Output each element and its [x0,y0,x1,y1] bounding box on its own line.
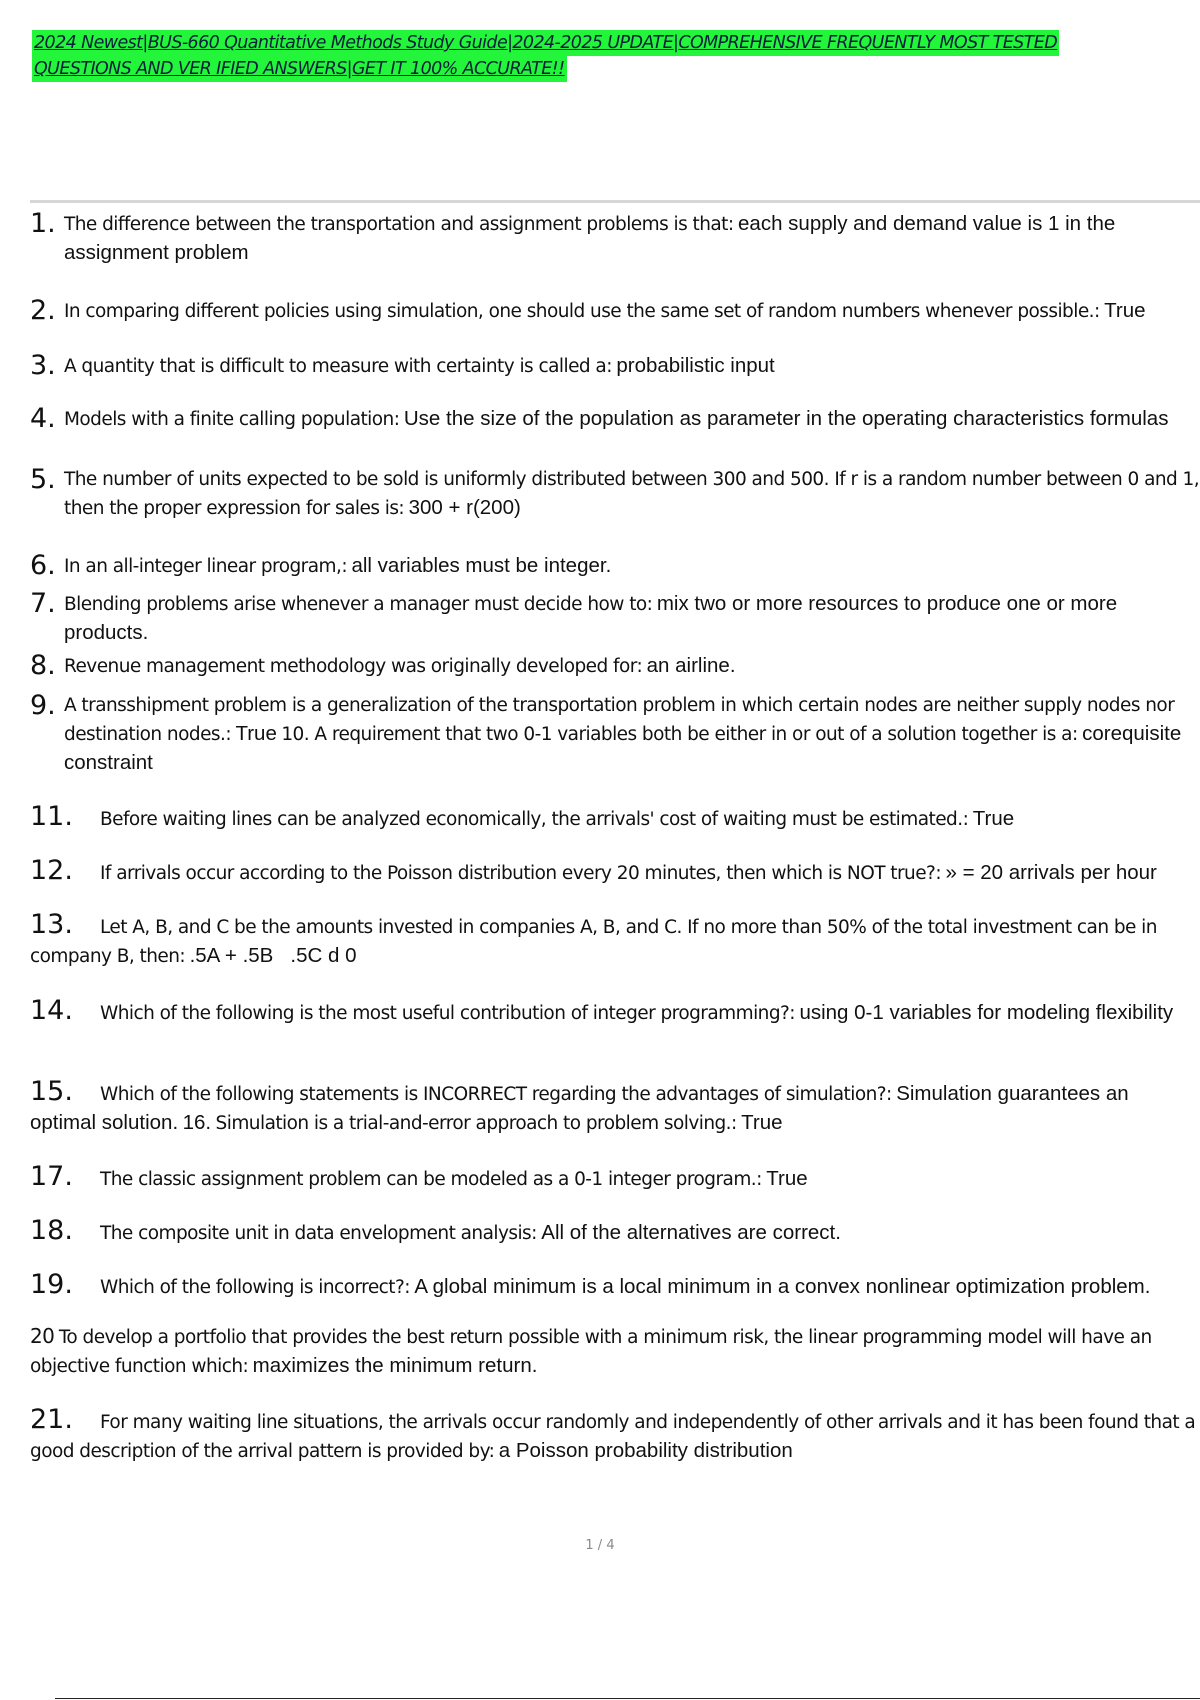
top-divider [30,200,1200,203]
question-19 [30,1272,1200,1301]
question-answer: all variables must be integer. [351,554,612,577]
question-6 [30,552,1200,581]
title-line-1: 2024 Newest|BUS-660 Quantitative Methods Study Guide|2024-2025 UPDATE|COMPREHENSIVE FREQUENTLY MOST TESTED [32,30,1059,56]
question-16-number: 16. [182,1111,212,1134]
question-text: In an all-integer linear program,: [64,556,348,577]
question-3 [30,352,1200,381]
question-text: Which of the following is incorrect?: [100,1277,410,1298]
question-12 [30,857,1200,888]
question-text: A quantity that is difficult to measure with certainty is called a: [64,356,612,377]
document-title [32,30,1182,82]
question-14 [30,997,1200,1028]
question-number: 8. [30,652,56,681]
question-answer: True [972,807,1015,830]
question-answer: A global minimum is a local minimum in a convex nonlinear optimization problem. [414,1275,1151,1298]
question-text: The classic assignment problem can be modeled as a 0-1 integer program.: [100,1169,762,1190]
question-5 [30,466,1200,523]
question-answer: mix two or more resources to produce one or more products. [64,592,1118,644]
question-text: Which of the following is the most useful contribution of integer programming?: [100,1003,795,1024]
question-answer: Simulation guarantees an optimal solution. [30,1082,1129,1134]
question-text: The composite unit in data envelopment analysis: [100,1223,537,1244]
question-number: 11. [30,803,73,832]
question-answer: an airline. [646,654,736,677]
question-7 [30,590,1200,648]
question-2 [30,297,1200,326]
question-answer: a Poisson probability distribution [498,1439,793,1462]
question-16-answer: True [741,1111,783,1134]
question-1 [30,210,1200,268]
question-text: Models with a finite calling population: [64,409,400,430]
question-answer: » = 20 arrivals per hour [945,861,1157,884]
question-text: A transshipment problem is a generalization of the transportation problem in which certain nodes are neither supply nodes nor destination nodes.: [64,695,1175,745]
question-11 [30,803,1200,834]
question-answer: True [1104,299,1146,322]
question-number: 6. [30,552,56,581]
question-9 [30,692,1200,778]
question-answer: True [766,1167,808,1190]
question-number: 17. [30,1163,73,1192]
question-text: The number of units expected to be sold is uniformly distributed between 300 and 500. If r is a random number between 0 and 1, then the proper expression for sales is: [64,469,1200,519]
title-line-2: QUESTIONS AND VER IFIED ANSWERS|GET IT 100% ACCURATE!! [32,56,567,82]
question-answer: maximizes the minimum return. [252,1354,538,1377]
question-text: Blending problems arise whenever a manager must decide how to: [64,594,653,615]
question-number: 15. [30,1078,73,1107]
question-4 [30,405,1200,434]
question-number: 14. [30,997,73,1026]
question-number: 2. [30,297,56,326]
question-text: For many waiting line situations, the arrivals occur randomly and independently of other arrivals and it has been found that a good description of the arrival pattern is provided by: [30,1412,1196,1462]
question-text: Before waiting lines can be analyzed economically, the arrivals' cost of waiting must be estimated.: [100,809,969,830]
question-text: In comparing different policies using simulation, one should use the same set of random numbers whenever possible.: [64,301,1100,322]
question-answer: All of the alternatives are correct. [541,1221,841,1244]
question-text: Which of the following statements is INCORRECT regarding the advantages of simulation?: [100,1084,892,1105]
question-16-text: Simulation is a trial-and-error approach to problem solving.: [215,1113,737,1134]
question-8 [30,652,1200,681]
question-text: To develop a portfolio that provides the best return possible with a minimum risk, the linear programming model will have an objective function which: [30,1327,1152,1377]
question-15 [30,1078,1200,1138]
question-number: 3. [30,352,56,381]
question-text: Let A, B, and C be the amounts invested in companies A, B, and C. If no more than 50% of the total investment can be in company B, then: [30,917,1157,967]
question-number: 20 [30,1324,55,1348]
question-answer: 300 + r(200) [408,496,521,519]
question-answer: each supply and demand value is 1 in the assignment problem [64,212,1116,264]
question-number: 5. [30,466,56,495]
question-answer: .5A + .5B .5C d 0 [189,944,357,967]
question-number: 4. [30,405,56,434]
question-13 [30,911,1200,971]
question-text: The difference between the transportation and assignment problems is that: [64,214,734,235]
question-18 [30,1217,1200,1248]
question-text: Revenue management methodology was originally developed for: [64,656,643,677]
bottom-divider [55,1698,1200,1699]
question-answer: probabilistic input [616,354,775,377]
question-number: 18. [30,1217,73,1246]
question-answer: True [235,722,277,745]
question-number: 13. [30,911,73,940]
question-number: 21. [30,1406,73,1435]
question-17 [30,1163,1200,1194]
question-number: 12. [30,857,73,886]
question-10-text: 10. A requirement that two 0-1 variables both be either in or out of a solution together is a: [281,724,1078,745]
question-20 [30,1323,1200,1381]
question-number: 7. [30,590,56,619]
page-number: 1 / 4 [585,1538,615,1553]
question-number: 9. [30,692,56,721]
question-text: If arrivals occur according to the Poisson distribution every 20 minutes, then which is NOT true?: [100,863,942,884]
question-answer: using 0-1 variables for modeling flexibility [799,1001,1174,1024]
question-number: 1. [30,210,56,239]
question-answer: Use the size of the population as parameter in the operating characteristics formulas [403,407,1169,430]
question-number: 19. [30,1272,73,1300]
question-10-answer: corequisite constraint [64,722,1182,774]
question-21 [30,1406,1200,1466]
